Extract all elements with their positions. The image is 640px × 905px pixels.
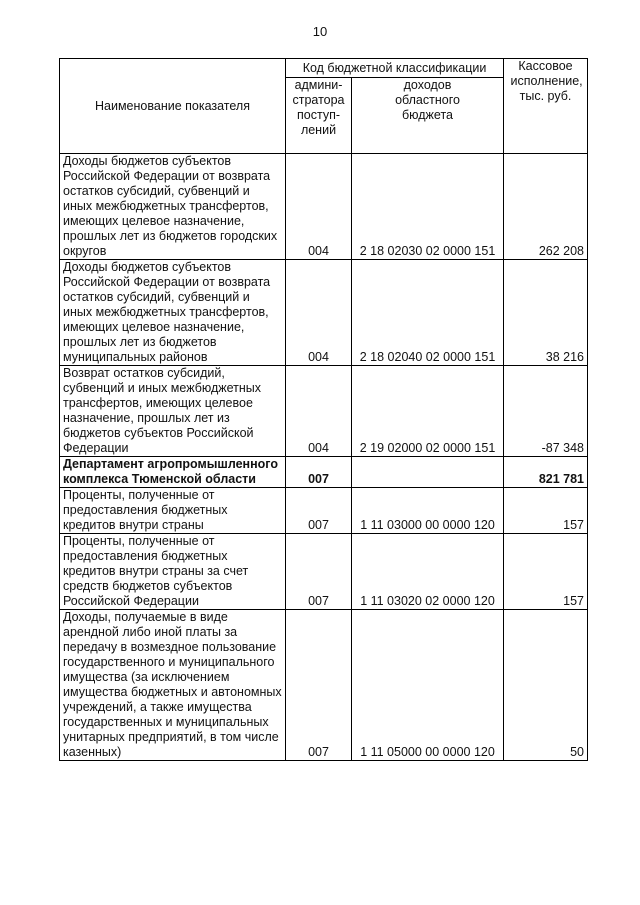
header-budget-classification-code: Код бюджетной классификации [286,59,504,78]
header-income-text: доходов областного бюджета [395,78,460,122]
row-admin-code: 007 [286,610,352,761]
table-row [60,534,588,610]
row-indicator-name: Проценты, полученные от предоставления бюджетных кредитов внутри страны [60,488,286,534]
row-amount: 157 [504,488,588,534]
row-amount: 262 208 [504,154,588,260]
row-classification-code: 2 18 02030 02 0000 151 [352,154,504,260]
row-admin-code: 007 [286,488,352,534]
row-indicator-name: Департамент агропромышленного комплекса Тюменской области [60,457,286,488]
row-admin-code: 004 [286,260,352,366]
row-amount: 821 781 [504,457,588,488]
row-indicator-name: Доходы бюджетов субъектов Российской Федерации от возврата остатков субсидий, субвенций и иных межбюджетных трансфертов, имеющих целевое назначение, прошлых лет из бюджетов городских округов [60,154,286,260]
row-amount: 50 [504,610,588,761]
row-classification-code: 2 18 02040 02 0000 151 [352,260,504,366]
header-indicator-name: Наименование показателя [60,59,286,154]
row-indicator-name: Доходы, получаемые в виде арендной либо иной платы за передачу в возмездное пользование государственного и муниципального имущества (за исключением имущества бюджетных и автономных учреждений, а также имущества государственных и муниципальных унитарных предприятий, в том числе казенных) [60,610,286,761]
header-row-top [60,59,588,78]
row-classification-code: 1 11 05000 00 0000 120 [352,610,504,761]
row-indicator-name: Доходы бюджетов субъектов Российской Федерации от возврата остатков субсидий, субвенций и иных межбюджетных трансфертов, имеющих целевое назначение, прошлых лет из бюджетов муниципальных районов [60,260,286,366]
row-classification-code: 1 11 03000 00 0000 120 [352,488,504,534]
table-row [60,260,588,366]
row-admin-code: 004 [286,154,352,260]
budget-revenue-table [59,58,588,761]
row-indicator-name: Проценты, полученные от предоставления бюджетных кредитов внутри страны за счет средств бюджетов субъектов Российской Федерации [60,534,286,610]
page-number: 10 [312,24,328,39]
header-income [352,78,504,154]
header-admin-text: админи-стратора поступ-лений [292,78,345,137]
row-admin-code: 007 [286,534,352,610]
table-row-department [60,457,588,488]
row-classification-code: 1 11 03020 02 0000 120 [352,534,504,610]
table-row [60,366,588,457]
header-cash-execution-text: Кассовое исполнение, тыс. руб. [510,59,583,103]
row-classification-code: 2 19 02000 02 0000 151 [352,366,504,457]
row-admin-code: 004 [286,366,352,457]
row-admin-code: 007 [286,457,352,488]
table-row [60,154,588,260]
row-amount: 38 216 [504,260,588,366]
row-amount: 157 [504,534,588,610]
row-indicator-name: Возврат остатков субсидий, субвенций и иных межбюджетных трансфертов, имеющих целевое назначение, прошлых лет из бюджетов субъектов Российской Федерации [60,366,286,457]
table-row [60,610,588,761]
row-classification-code [352,457,504,488]
header-cash-execution [504,59,588,154]
header-admin [286,78,352,154]
row-amount: -87 348 [504,366,588,457]
table-row [60,488,588,534]
